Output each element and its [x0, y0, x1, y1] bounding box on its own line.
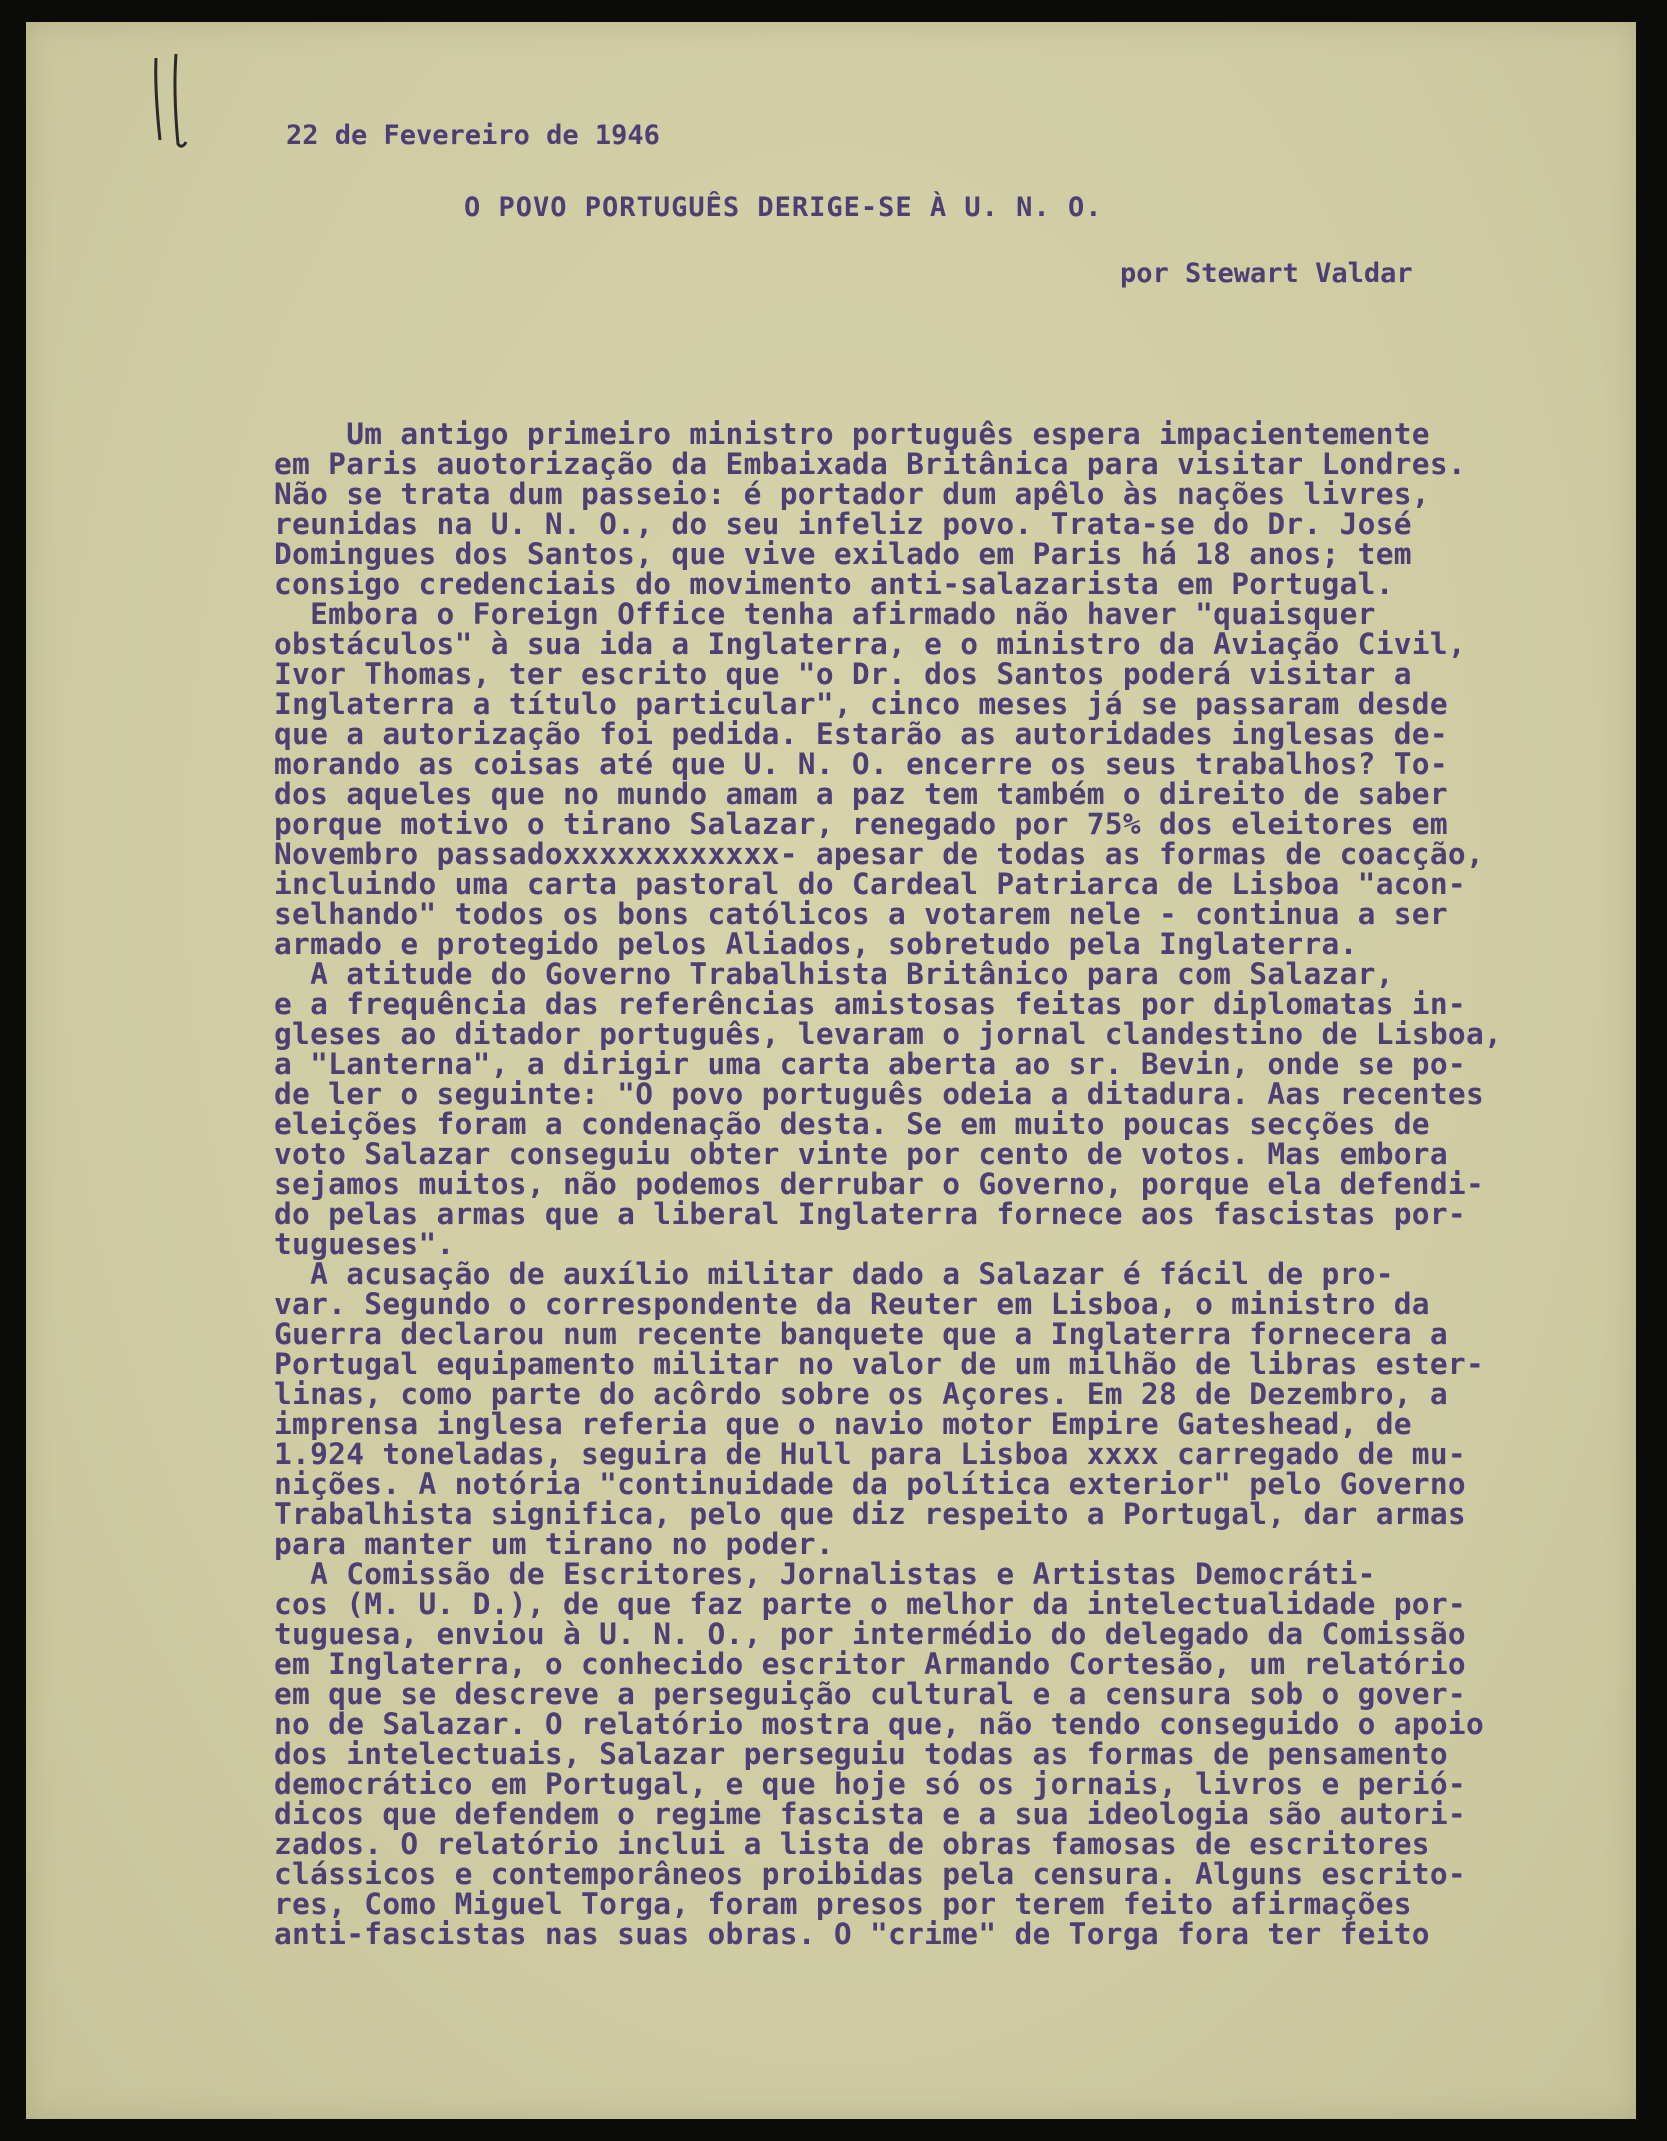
body-line: armado e protegido pelos Aliados, sobretudo pela Inglaterra.	[274, 927, 1358, 961]
body-line: imprensa inglesa referia que o navio motor Empire Gateshead, de	[274, 1407, 1412, 1441]
document-title: O POVO PORTUGUÊS DERIGE-SE À U. N. O.	[464, 192, 1103, 223]
body-line: nições. A notória "continuidade da política exterior" pelo Governo	[274, 1467, 1466, 1501]
body-line: linas, como parte do acôrdo sobre os Açores. Em 28 de Dezembro, a	[274, 1377, 1448, 1411]
body-line: de ler o seguinte: "O povo português odeia a ditadura. Aas recentes	[274, 1077, 1485, 1111]
body-line: A acusação de auxílio militar dado a Salazar é fácil de pro-	[274, 1257, 1394, 1291]
body-line: Novembro passadoxxxxxxxxxxxx- apesar de todas as formas de coacção,	[274, 837, 1485, 871]
body-line: eleições foram a condenação desta. Se em muito poucas secções de	[274, 1107, 1430, 1141]
body-line: tuguesa, enviou à U. N. O., por intermédio do delegado da Comissão	[274, 1617, 1466, 1651]
body-line: anti-fascistas nas suas obras. O "crime" de Torga fora ter feito	[274, 1917, 1430, 1951]
body-line: Ivor Thomas, ter escrito que "o Dr. dos Santos poderá visitar a	[274, 657, 1412, 691]
body-line: morando as coisas até que U. N. O. encerre os seus trabalhos? To-	[274, 747, 1448, 781]
body-line: que a autorização foi pedida. Estarão as autoridades inglesas de-	[274, 717, 1448, 751]
body-line: sejamos muitos, não podemos derrubar o Governo, porque ela defendi-	[274, 1167, 1485, 1201]
body-line: obstáculos" à sua ida a Inglaterra, e o ministro da Aviação Civil,	[274, 627, 1466, 661]
body-line: voto Salazar conseguiu obter vinte por cento de votos. Mas embora	[274, 1137, 1448, 1171]
body-line: Inglaterra a título particular", cinco meses já se passaram desde	[274, 687, 1448, 721]
body-line: cos (M. U. D.), de que faz parte o melhor da intelectualidade por-	[274, 1587, 1466, 1621]
body-line: selhando" todos os bons católicos a votarem nele - continua a ser	[274, 897, 1448, 931]
body-line: Um antigo primeiro ministro português espera impacientemente	[274, 417, 1430, 451]
body-line: em que se descreve a perseguição cultural e a censura sob o gover-	[274, 1677, 1466, 1711]
body-line: no de Salazar. O relatório mostra que, não tendo conseguido o apoio	[274, 1707, 1485, 1741]
body-line: para manter um tirano no poder.	[274, 1527, 834, 1561]
body-line: dos intelectuais, Salazar perseguiu todas as formas de pensamento	[274, 1737, 1448, 1771]
body-line: porque motivo o tirano Salazar, renegado por 75% dos eleitores em	[274, 807, 1448, 841]
body-line: gleses ao ditador português, levaram o jornal clandestino de Lisboa,	[274, 1017, 1503, 1051]
body-line: incluindo uma carta pastoral do Cardeal Patriarca de Lisboa "acon-	[274, 867, 1466, 901]
body-line: em Paris auotorização da Embaixada Britânica para visitar Londres.	[274, 447, 1466, 481]
body-line: e a frequência das referências amistosas feitas por diplomatas in-	[274, 987, 1466, 1021]
body-line: consigo credenciais do movimento anti-salazarista em Portugal.	[274, 567, 1394, 601]
body-line: em Inglaterra, o conhecido escritor Armando Cortesão, um relatório	[274, 1647, 1466, 1681]
body-line: Trabalhista significa, pelo que diz respeito a Portugal, dar armas	[274, 1497, 1466, 1531]
document-body	[274, 419, 1502, 1949]
document-byline: por Stewart Valdar	[1120, 258, 1413, 289]
body-line: dicos que defendem o regime fascista e a sua ideologia são autori-	[274, 1797, 1466, 1831]
body-line: Domingues dos Santos, que vive exilado em Paris há 18 anos; tem	[274, 537, 1412, 571]
body-line: res, Como Miguel Torga, foram presos por terem feito afirmações	[274, 1887, 1412, 1921]
body-line: democrático em Portugal, e que hoje só os jornais, livros e perió-	[274, 1767, 1466, 1801]
body-line: 1.924 toneladas, seguira de Hull para Lisboa xxxx carregado de mu-	[274, 1437, 1466, 1471]
body-line: Portugal equipamento militar no valor de um milhão de libras ester-	[274, 1347, 1485, 1381]
body-line: tugueses".	[274, 1227, 455, 1261]
document-date: 22 de Fevereiro de 1946	[286, 120, 660, 151]
body-line: var. Segundo o correspondente da Reuter em Lisboa, o ministro da	[274, 1287, 1430, 1321]
body-line: Guerra declarou num recente banquete que a Inglaterra fornecera a	[274, 1317, 1448, 1351]
body-line: a "Lanterna", a dirigir uma carta aberta ao sr. Bevin, onde se po-	[274, 1047, 1466, 1081]
body-line: do pelas armas que a liberal Inglaterra fornece aos fascistas por-	[274, 1197, 1466, 1231]
body-line: reunidas na U. N. O., do seu infeliz povo. Trata-se do Dr. José	[274, 507, 1412, 541]
body-line: Não se trata dum passeio: é portador dum apêlo às nações livres,	[274, 477, 1430, 511]
body-line: dos aqueles que no mundo amam a paz tem também o direito de saber	[274, 777, 1448, 811]
handwritten-mark	[148, 52, 194, 152]
body-line: Embora o Foreign Office tenha afirmado não haver "quaisquer	[274, 597, 1376, 631]
body-line: clássicos e contemporâneos proibidas pela censura. Alguns escrito-	[274, 1857, 1466, 1891]
body-line: A atitude do Governo Trabalhista Britânico para com Salazar,	[274, 957, 1394, 991]
body-line: A Comissão de Escritores, Jornalistas e Artistas Democráti-	[274, 1557, 1376, 1591]
body-line: zados. O relatório inclui a lista de obras famosas de escritores	[274, 1827, 1430, 1861]
